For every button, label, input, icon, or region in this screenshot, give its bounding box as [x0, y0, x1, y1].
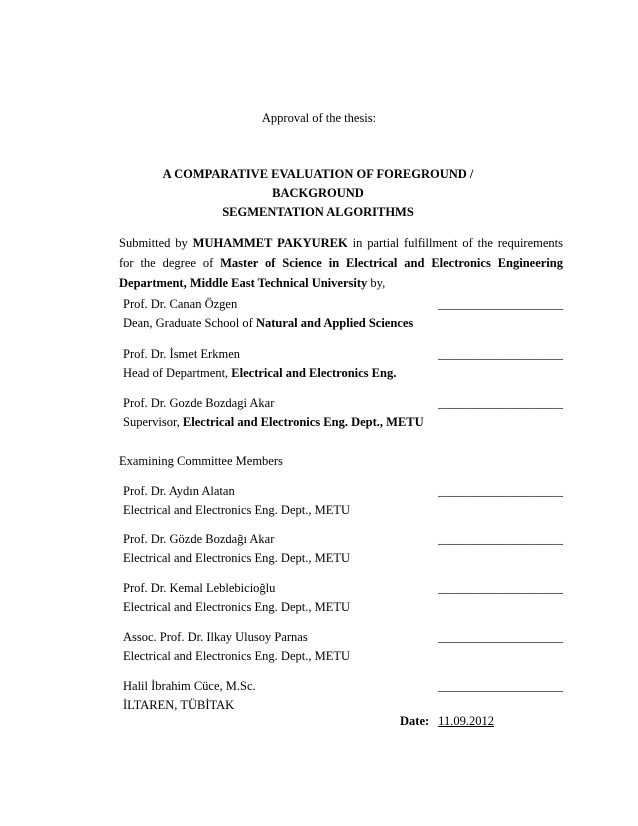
date-row: [400, 714, 494, 729]
official-role-bold: Natural and Applied Sciences: [255, 316, 414, 330]
signature-line: ____________________: [438, 396, 563, 410]
partial-fulfillment-text: in partial fulfillment of the requirements: [352, 236, 563, 250]
official-name: Prof. Dr. Gozde Bozdagi Akar: [123, 396, 275, 410]
signature-line: ____________________: [438, 630, 563, 644]
signature-line: ____________________: [438, 679, 563, 693]
official-role-prefix: Supervisor,: [123, 415, 183, 429]
official-name: Prof. Dr. Canan Özgen: [123, 297, 238, 311]
date-label: Date:: [400, 714, 430, 728]
official-role: [123, 364, 563, 383]
committee-member-name: Assoc. Prof. Dr. Ilkay Ulusoy Parnas: [123, 630, 308, 644]
committee-heading: Examining Committee Members: [119, 454, 283, 468]
committee-member: [123, 482, 563, 520]
signature-line: ____________________: [438, 297, 563, 311]
signature-line: ____________________: [438, 532, 563, 546]
committee-member-affiliation: Electrical and Electronics Eng. Dept., METU: [123, 600, 351, 614]
committee-member-affiliation: Electrical and Electronics Eng. Dept., METU: [123, 503, 351, 517]
official-entry: [123, 295, 563, 333]
committee-member-affiliation: Electrical and Electronics Eng. Dept., METU: [123, 551, 351, 565]
committee-member-affiliation: Electrical and Electronics Eng. Dept., METU: [123, 649, 351, 663]
by-text: by,: [370, 276, 386, 290]
approval-line: Approval of the thesis:: [261, 111, 377, 125]
official-role-prefix: Dean, Graduate School of: [123, 316, 256, 330]
committee-member-name: Prof. Dr. Gözde Bozdağı Akar: [123, 532, 275, 546]
submission-line-2: [119, 253, 563, 273]
committee-member: [123, 579, 563, 617]
signature-line: ____________________: [438, 484, 563, 498]
official-role: [123, 413, 563, 432]
submission-line-1: [119, 233, 563, 253]
committee-member-name: Prof. Dr. Kemal Leblebicioğlu: [123, 581, 276, 595]
signature-line: ____________________: [438, 581, 563, 595]
committee-member-name: Halil İbrahim Cüce, M.Sc.: [123, 679, 256, 693]
committee-member-affiliation: İLTAREN, TÜBİTAK: [123, 698, 235, 712]
official-entry: [123, 394, 563, 432]
department-name: Department, Middle East Technical University: [119, 276, 368, 290]
submission-statement: [119, 233, 563, 293]
official-role-bold: Electrical and Electronics Eng.: [231, 366, 397, 380]
official-entry: [123, 345, 563, 383]
official-role-prefix: Head of Department,: [123, 366, 232, 380]
author-name: MUHAMMET PAKYUREK: [192, 236, 348, 250]
thesis-title: [118, 165, 518, 222]
thesis-title-line-2: SEGMENTATION ALGORITHMS: [222, 205, 414, 219]
official-name: Prof. Dr. İsmet Erkmen: [123, 347, 240, 361]
submitted-by-text: Submitted by: [119, 236, 188, 250]
committee-member: [123, 677, 563, 715]
submission-line-3: [119, 273, 563, 293]
degree-name: Master of Science in Electrical and Electronics Engineering: [220, 256, 563, 270]
official-role: [123, 314, 563, 333]
signature-line: ____________________: [438, 347, 563, 361]
committee-member-name: Prof. Dr. Aydın Alatan: [123, 484, 235, 498]
thesis-title-line-1: A COMPARATIVE EVALUATION OF FOREGROUND / BACKGROUND: [162, 167, 474, 200]
committee-member: [123, 530, 563, 568]
official-role-bold: Electrical and Electronics Eng. Dept., METU: [182, 415, 424, 429]
date-value: 11.09.2012: [438, 714, 494, 728]
committee-member: [123, 628, 563, 666]
degree-intro-text: for the degree of: [119, 256, 214, 270]
